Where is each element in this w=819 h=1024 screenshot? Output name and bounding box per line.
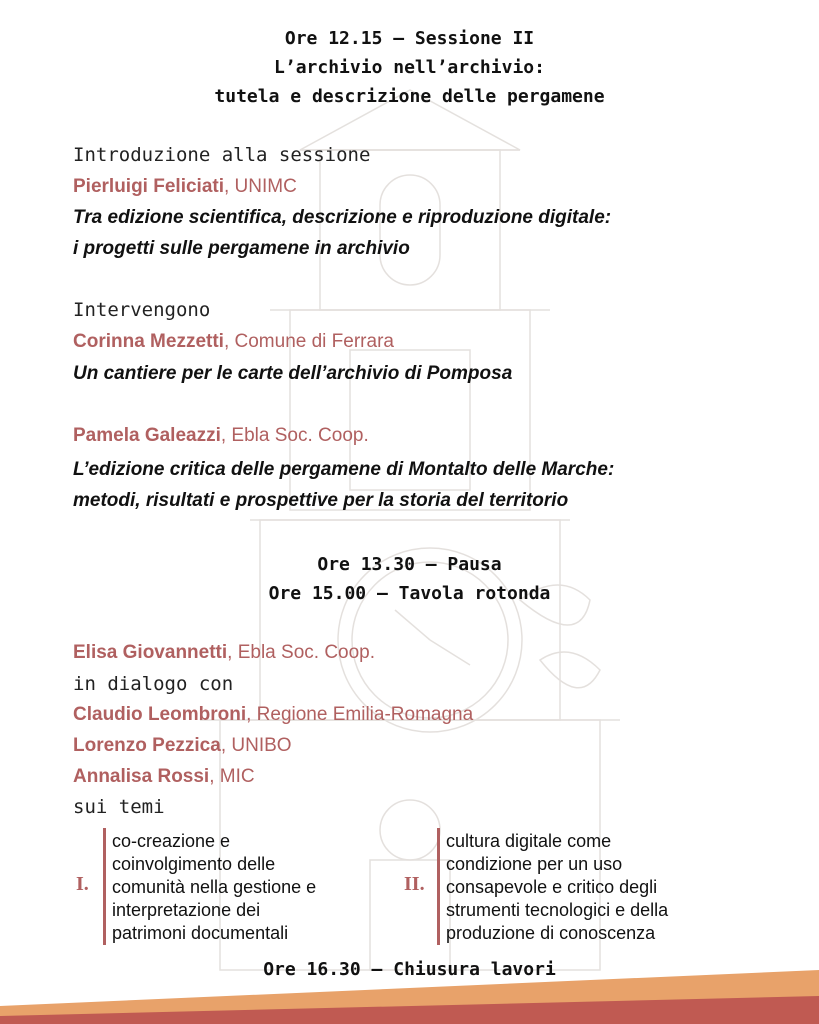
speaker-2-talk-title-line-2: metodi, risultati e prospettive per la storia del territorio xyxy=(73,490,569,511)
theme-2-line-4: strumenti tecnologici e della xyxy=(446,900,669,920)
bottom-decorative-band xyxy=(0,970,819,1024)
session-subtitle-line-2: tutela e descrizione delle pergamene xyxy=(214,86,605,107)
themes-label: sui temi xyxy=(73,796,165,818)
schedule-pause: Ore 13.30 – Pausa xyxy=(317,554,502,575)
speaker-1-name: Corinna Mezzetti xyxy=(73,331,224,352)
speaker-2 xyxy=(73,425,369,447)
speaker-1-talk-title: Un cantiere per le carte dell’archivio di Pomposa xyxy=(73,363,513,384)
theme-2-line-3: consapevole e critico degli xyxy=(446,877,658,897)
participant-1-affiliation: , Regione Emilia-Romagna xyxy=(246,704,474,725)
theme-2-divider xyxy=(437,828,440,945)
theme-2-line-1: cultura digitale come xyxy=(446,831,612,851)
session-time-title: Ore 12.15 – Sessione II xyxy=(284,28,535,49)
theme-1-line-5: patrimoni documentali xyxy=(112,923,289,943)
speaker-2-name: Pamela Galeazzi xyxy=(73,425,221,446)
participant-2-name: Lorenzo Pezzica xyxy=(73,735,221,756)
participant-3-affiliation: , MIC xyxy=(209,766,255,787)
intro-speaker-affiliation: , UNIMC xyxy=(224,176,297,197)
intro-label: Introduzione alla sessione xyxy=(73,144,371,166)
theme-1-line-3: comunità nella gestione e xyxy=(112,877,317,897)
speaker-2-talk-title-line-1: L’edizione critica delle pergamene di Montalto delle Marche: xyxy=(73,459,615,480)
speaker-2-affiliation: , Ebla Soc. Coop. xyxy=(220,425,369,446)
participant-3 xyxy=(73,766,255,788)
theme-1-line-2: coinvolgimento delle xyxy=(112,854,276,874)
speaker-1-affiliation: , Comune di Ferrara xyxy=(223,331,394,352)
theme-1-numeral: I. xyxy=(76,873,89,895)
theme-1-line-1: co-creazione e xyxy=(112,831,231,851)
theme-1-divider xyxy=(103,828,106,945)
theme-1-text xyxy=(112,830,316,945)
participant-1-name: Claudio Leombroni xyxy=(73,704,247,725)
intro-speaker-name: Pierluigi Feliciati xyxy=(73,176,224,197)
speaker-1 xyxy=(73,331,394,353)
theme-2-numeral: II. xyxy=(404,873,425,895)
round-table-moderator xyxy=(73,642,375,664)
moderator-affiliation: , Ebla Soc. Coop. xyxy=(227,642,376,663)
theme-2-text xyxy=(446,830,668,945)
speakers-label: Intervengono xyxy=(73,299,211,321)
intro-talk-title-line-1: Tra edizione scientifica, descrizione e riproduzione digitale: xyxy=(73,207,612,228)
participant-2-affiliation: , UNIBO xyxy=(220,735,292,756)
intro-talk-title-line-2: i progetti sulle pergamene in archivio xyxy=(73,238,410,259)
theme-1-line-4: interpretazione dei xyxy=(112,900,261,920)
schedule-round-table: Ore 15.00 – Tavola rotonda xyxy=(268,583,551,604)
intro-speaker xyxy=(73,176,297,198)
theme-2-line-2: condizione per un uso xyxy=(446,854,623,874)
moderator-name: Elisa Giovannetti xyxy=(73,642,228,663)
session-subtitle-line-1: L’archivio nell’archivio: xyxy=(274,57,545,78)
participant-3-name: Annalisa Rossi xyxy=(73,766,210,787)
dialog-label: in dialogo con xyxy=(73,673,234,695)
participant-1 xyxy=(73,704,473,726)
schedule-closing: Ore 16.30 – Chiusura lavori xyxy=(263,959,556,980)
theme-2-line-5: produzione di conoscenza xyxy=(446,923,656,943)
participant-2 xyxy=(73,735,292,757)
